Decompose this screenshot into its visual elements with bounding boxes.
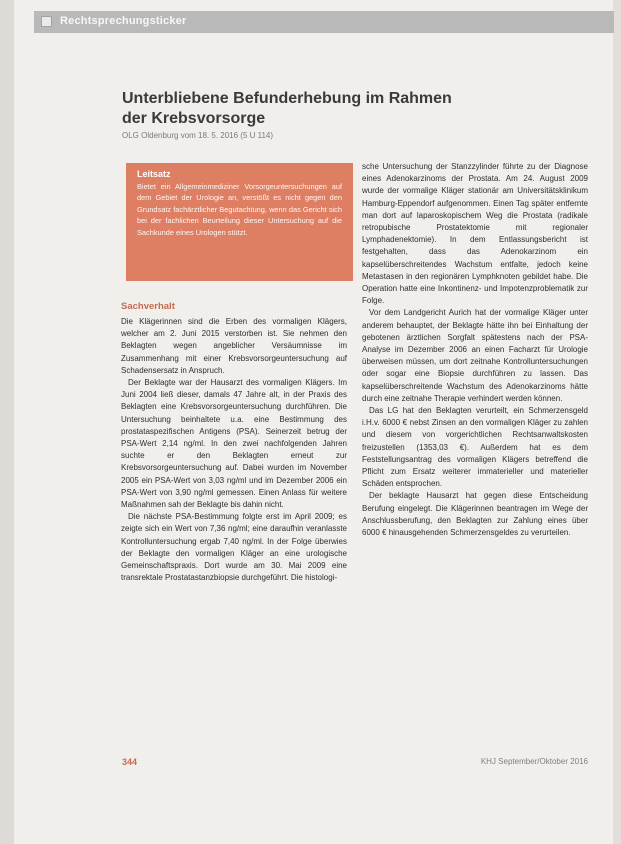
article-title-line-2: der Krebsvorsorge — [122, 110, 266, 127]
paragraph: Das LG hat den Beklagten verurteilt, ein Schmerzensgeld i.H.v. 6000 € nebst Zinsen an den vormaligen Kläger zu zahlen und diesem von vorgerichtlichen Rechtsanwaltskosten freizustellen (1353,03 €). Außerdem hat es dem Feststellungsantrag des vormaligen Klägers betreffend die Pflicht zum Ersatz weiterer immaterieller und materieller Schäden entsprochen. — [362, 406, 588, 489]
page-edge-left — [0, 0, 14, 844]
paragraph: sche Untersuchung der Stanzzylinder führte zu der Diagnose eines Adenokarzinoms der Prostata. Am 24. August 2009 wurde der vormalige Kläger stationär am Universitätsklinikum Hamburg-Eppendorf aufgenommen. Einen Tag später entfernte man dort auf laparoskopischem Weg die Prostata (radikale retropubische Prostatektomie mit regionaler Lymphadenektomie). In dem Entlassungsbericht ist festgehalten, dass das Adenokarzinom ein kapselüberschreitendes Wachstum entfalte, jedoch keine Metastasen in den regionären Lymphknoten gebildet habe. Die Operation hatte eine Inkontinenz- und Impotenzproblematik zur Folge. — [362, 162, 588, 306]
text-column-right — [362, 161, 588, 539]
text-column-left — [121, 316, 347, 584]
paragraph: Vor dem Landgericht Aurich hat der vormalige Kläger unter anderem behauptet, der Beklagte hätte ihn bei Einhaltung der gebotenen ärztlichen Sorgfalt spätestens nach der PSA-Analyse im Dezember 2006 an einen Facharzt für Urologie überweisen müssen, um dort zeitnahe Kontrolluntersuchungen oder sogar eine Biopsie durchführen zu lassen. Das kapselüberschreitende Wachstum des Adenokarzinoms hätte durch eine zeitnahe Therapie verhindert werden können. — [362, 308, 588, 403]
article-title-line-1: Unterbliebene Befunderhebung im Rahmen — [122, 90, 452, 107]
leitsatz-text: Bietet ein Allgemeinmediziner Vorsorgeuntersuchungen auf dem Gebiet der Urologie an, verstößt es nicht gegen den Grundsatz fachärztlicher Begutachtung, wenn das Gericht sich bei der fachlichen Beurteilung dieser Untersuchung auf die Sachkunde eines Urologen stützt. — [137, 182, 342, 237]
paragraph: Die nächste PSA-Bestimmung folgte erst im April 2009; es zeigte sich ein Wert von 7,36 ng/ml; eine daraufhin veranlasste Kontrolluntersuchung ergab 7,40 ng/ml. In der Folge überwies der Beklagte den vormaligen Kläger an eine urologische Gemeinschaftspraxis. Dort wurde am 30. Mai 2009 eine transrektale Prostatastanzbiopsie durchgeführt. Die histologi- — [121, 512, 347, 583]
article-title — [122, 89, 562, 129]
leitsatz-box — [126, 163, 353, 281]
section-label: Rechtsprechungsticker — [60, 15, 187, 27]
paragraph: Die Klägerinnen sind die Erben des vormaligen Klägers, welcher am 2. Juni 2015 verstorben ist. Sie nehmen den Beklagten wegen angeblicher Versäumnisse im Zusammenhang mit einer Krebsvorsorgeuntersuchung auf Schadensersatz in Anspruch. — [121, 317, 347, 375]
paragraph: Der Beklagte war der Hausarzt des vormaligen Klägers. Im Juni 2004 ließ dieser, damals 47 Jahre alt, in der Praxis des Beklagten eine Krebsvorsorgeuntersuchung durchführen. Die Untersuchung beinhaltete u.a. eine Bestimmung des prostataspezifischen Antigens (PSA). Seinerzeit betrug der PSA-Wert 2,14 ng/ml. In den zwei nachfolgenden Jahren suchte er den Beklagten erneut zur Krebsvorsorgeuntersuchung auf. Dabei wurden im November 2005 ein PSA-Wert von 3,03 ng/ml und im Dezember 2006 ein PSA-Wert von 3,90 ng/ml gemessen. Einen Anlass für weitere Maßnahmen sah der Beklagte bis dahin nicht. — [121, 378, 347, 510]
article-citation: OLG Oldenburg vom 18. 5. 2016 (5 U 114) — [122, 131, 274, 140]
paragraph: Der beklagte Hausarzt hat gegen diese Entscheidung Berufung eingelegt. Die Klägerinnen beantragen im Wege der Anschlussberufung, den Beklagten zur Zahlung eines über 6000 € hinausgehenden Schmerzensgeldes zu verurteilen. — [362, 491, 588, 538]
journal-issue: KHJ September/Oktober 2016 — [480, 757, 588, 766]
page-edge-right — [613, 0, 621, 844]
section-heading: Sachverhalt — [121, 301, 175, 312]
leitsatz-title: Leitsatz — [137, 169, 171, 179]
section-marker-icon — [41, 16, 52, 27]
page-number: 344 — [122, 757, 138, 767]
